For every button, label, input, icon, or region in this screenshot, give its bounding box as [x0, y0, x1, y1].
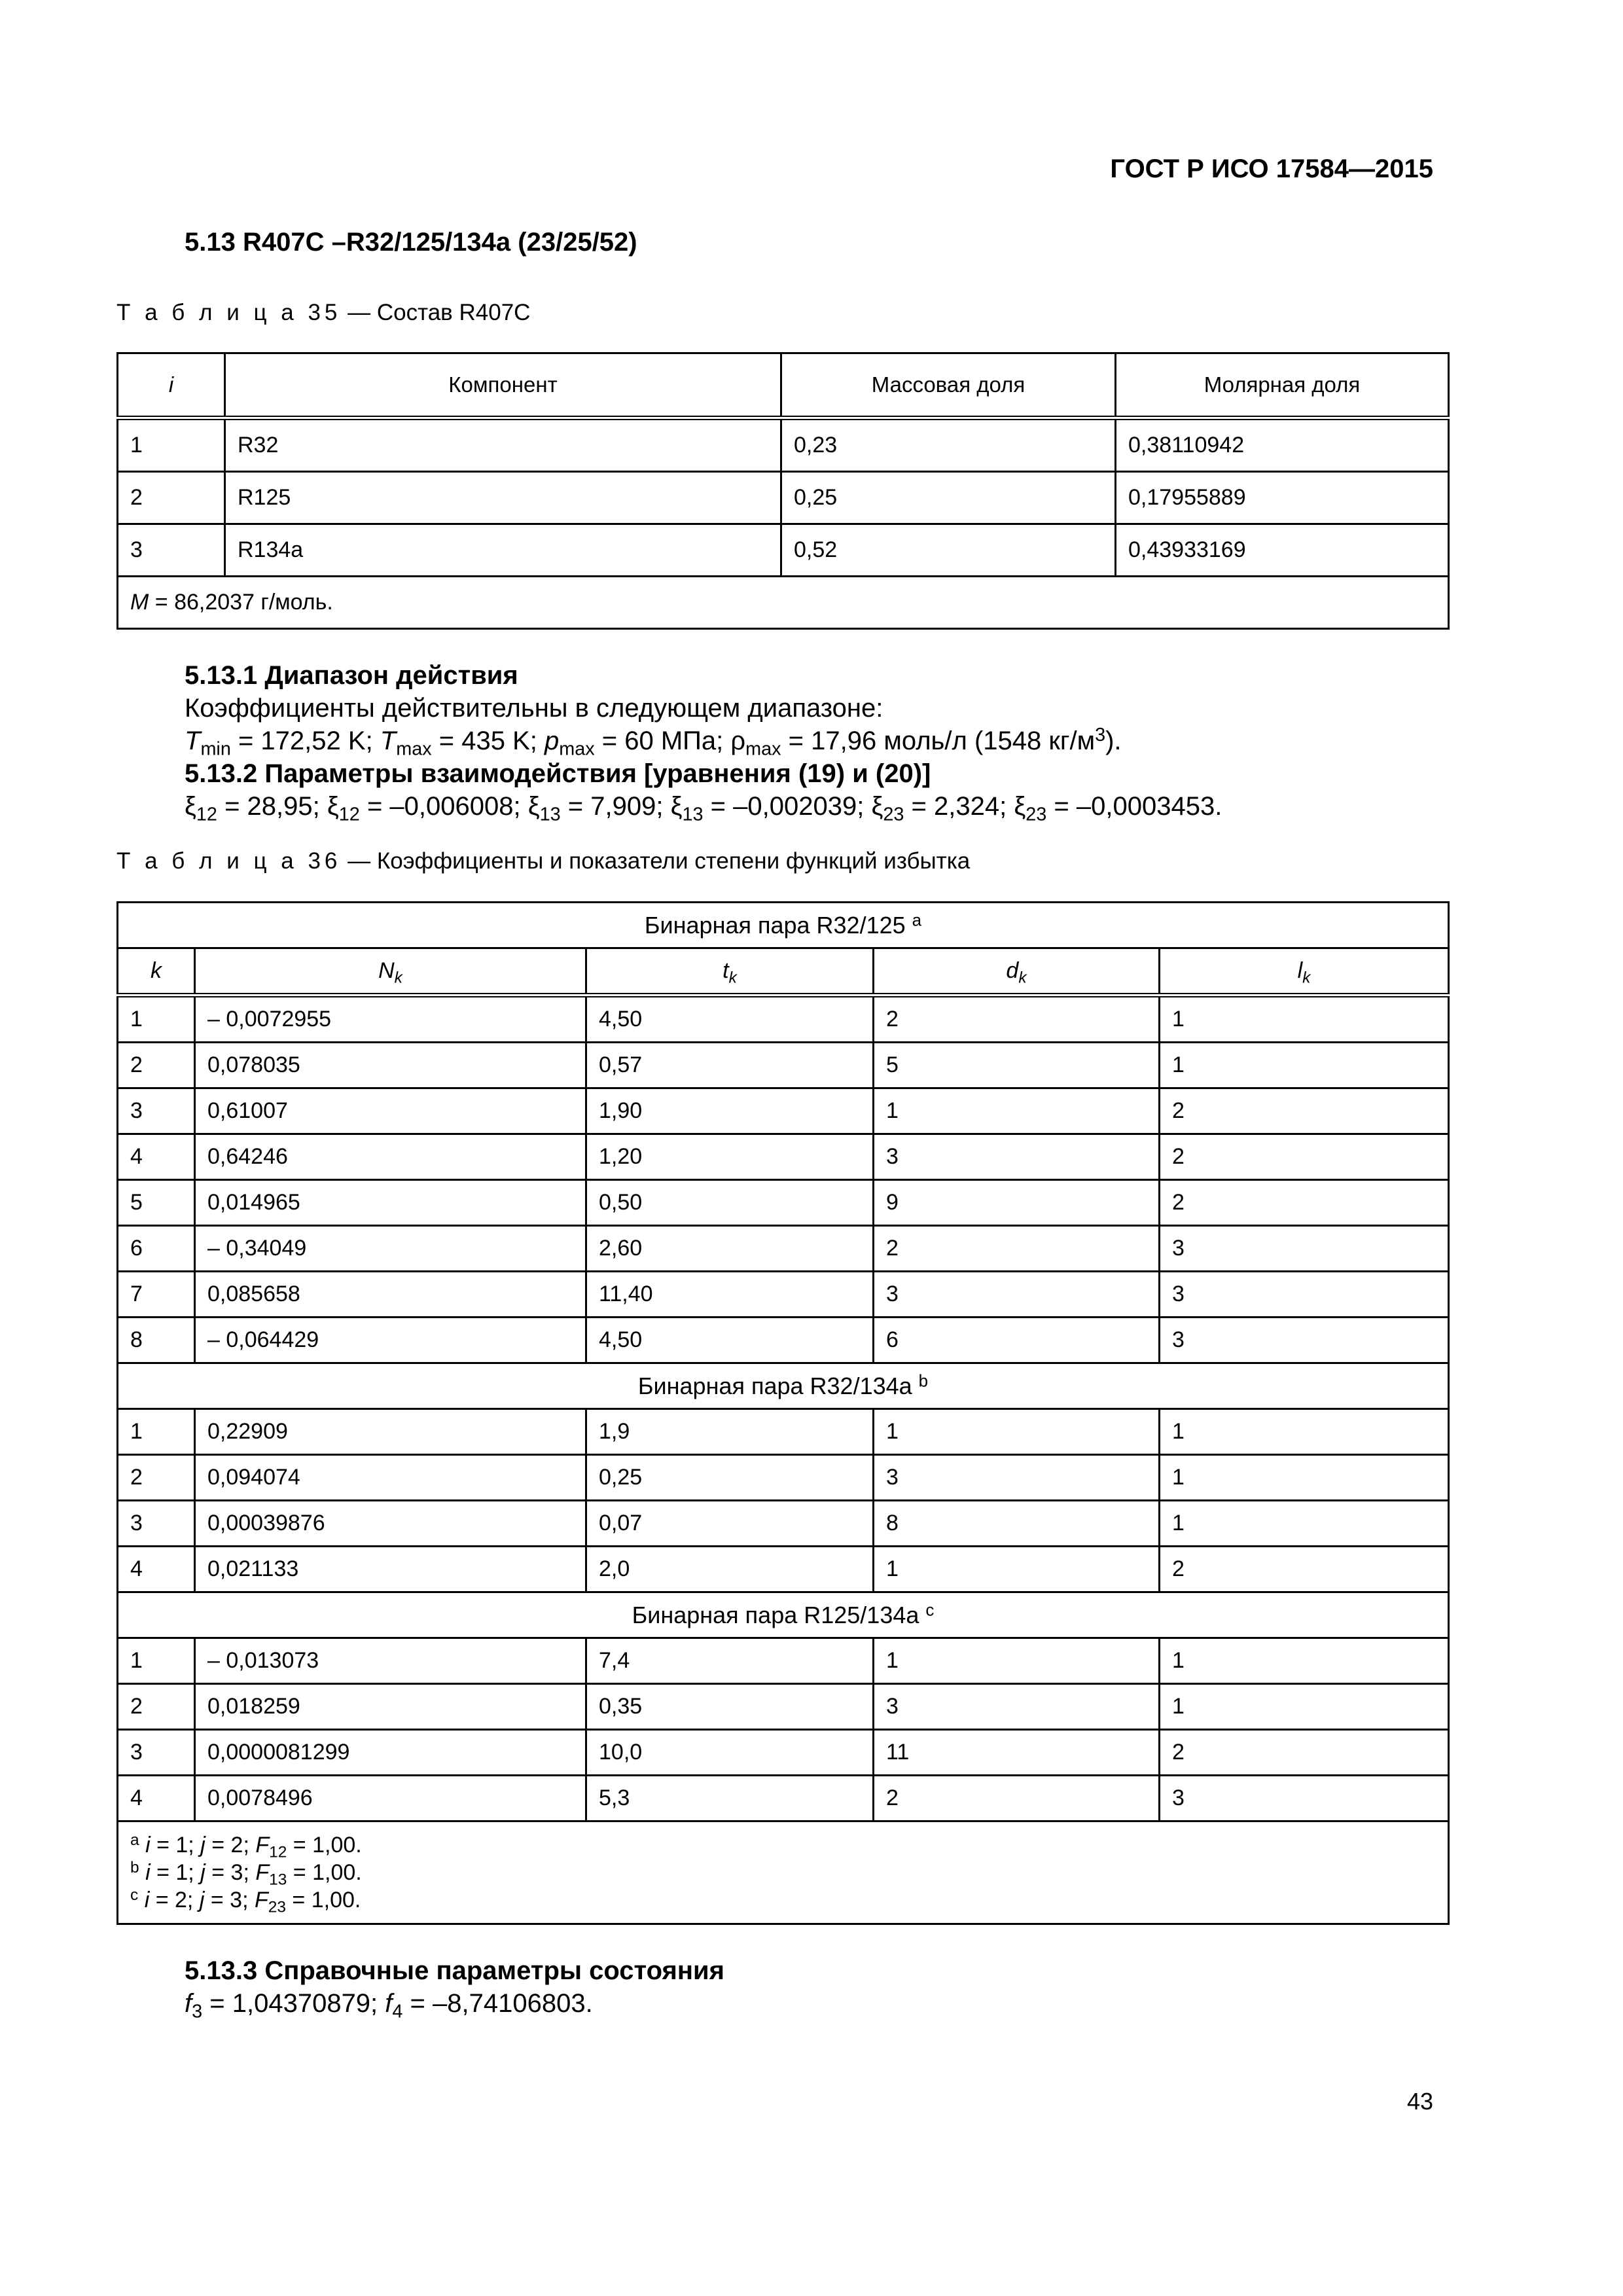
cell-l: 3 [1160, 1776, 1449, 1821]
cell-d: 9 [874, 1180, 1160, 1226]
col-header-mass: Массовая доля [781, 353, 1116, 418]
table-row [118, 1088, 1449, 1134]
table-row [118, 1226, 1449, 1272]
molar-mass-note: M = 86,2037 г/моль. [118, 577, 1449, 629]
section-5-13-3 [185, 1954, 724, 2020]
group-row [118, 1592, 1449, 1638]
col-header-t [586, 948, 874, 996]
cell-n: – 0,0072955 [195, 996, 586, 1043]
pair-name: Бинарная пара R32/134a [637, 1372, 912, 1399]
cell-t: 1,90 [586, 1088, 874, 1134]
d-symbol: d [1006, 958, 1019, 983]
cell-k: 4 [118, 1776, 195, 1821]
cell-n: 0,00039876 [195, 1501, 586, 1547]
footnote: $^b$ i = 1; j = 3; $F_{13} = 1,00$. [130, 1858, 362, 1889]
cell-d: 6 [874, 1318, 1160, 1363]
k-subscript: k [1018, 969, 1027, 987]
cell-d: 1 [874, 1409, 1160, 1455]
cell-t: 1,20 [586, 1134, 874, 1180]
table-row [118, 472, 1449, 524]
footnote-mark: a [130, 1831, 139, 1849]
table-row [118, 1180, 1449, 1226]
pair-name: Бинарная пара R125/134a [632, 1601, 919, 1628]
cell-n: 0,014965 [195, 1180, 586, 1226]
cell-n: 0,0000081299 [195, 1730, 586, 1776]
cell-i: 1 [118, 418, 225, 472]
table-row [118, 1638, 1449, 1684]
cell-n: 0,085658 [195, 1272, 586, 1318]
cell-n: – 0,34049 [195, 1226, 586, 1272]
t-symbol: t [722, 958, 729, 983]
interaction-parameters: $\xi_{12} = 28,95$; $\xi_{12} = -0,006008$; $\xi_{13} = 7,909$; $\xi_{13} = -0,002039$; $\xi_{23} = 2,324$; $\xi_{23} = -0,0003453$. [185, 792, 1222, 825]
cell-l: 1 [1160, 1409, 1449, 1455]
table-row [118, 1547, 1449, 1592]
col-header-d [874, 948, 1160, 996]
cell-d: 2 [874, 1226, 1160, 1272]
k-subscript: k [728, 969, 737, 987]
cell-k: 5 [118, 1180, 195, 1226]
cell-component: R125 [225, 472, 781, 524]
footnote-mark: a [912, 910, 922, 929]
cell-n: 0,078035 [195, 1043, 586, 1088]
cell-t: 10,0 [586, 1730, 874, 1776]
cell-t: 4,50 [586, 1318, 874, 1363]
footnote-i: 2 [175, 1888, 187, 1912]
section-5-13-1 [185, 659, 1222, 823]
cell-molar: 0,43933169 [1116, 524, 1449, 577]
table36-caption-text: — Коэффициенты и показатели степени функций избытка [341, 848, 971, 874]
cell-k: 4 [118, 1134, 195, 1180]
cell-n: 0,094074 [195, 1455, 586, 1501]
group-row [118, 903, 1449, 948]
cell-n: 0,018259 [195, 1684, 586, 1730]
cell-d: 3 [874, 1455, 1160, 1501]
cell-k: 7 [118, 1272, 195, 1318]
subsection-title-reference: 5.13.3 Справочные параметры состояния [185, 1956, 724, 1985]
binary-pair-title [118, 1363, 1449, 1409]
cell-n: 0,61007 [195, 1088, 586, 1134]
cell-d: 3 [874, 1134, 1160, 1180]
cell-t: 2,0 [586, 1547, 874, 1592]
col-header-i: i [118, 353, 225, 418]
column-header-row [118, 948, 1449, 996]
footnote-j: 2 [230, 1833, 243, 1857]
table-row [118, 1684, 1449, 1730]
table-row [118, 1134, 1449, 1180]
n-symbol: N [378, 958, 395, 983]
cell-d: 5 [874, 1043, 1160, 1088]
footnote: $^c$ i = 2; j = 3; $F_{23} = 1,00$. [130, 1886, 361, 1916]
table35-caption-text: — Состав R407C [341, 300, 531, 325]
footnote: $^a$ i = 1; j = 2; $F_{12} = 1,00$. [130, 1831, 362, 1861]
cell-k: 1 [118, 996, 195, 1043]
footnotes-row [118, 1821, 1449, 1924]
document-header: ГОСТ Р ИСО 17584—2015 [1110, 154, 1433, 183]
cell-l: 2 [1160, 1088, 1449, 1134]
cell-l: 1 [1160, 1501, 1449, 1547]
l-symbol: l [1297, 958, 1303, 983]
cell-l: 1 [1160, 1684, 1449, 1730]
cell-n: 0,021133 [195, 1547, 586, 1592]
footnote-i: 1 [175, 1860, 188, 1885]
group-row [118, 1363, 1449, 1409]
footnote-j: 3 [230, 1860, 243, 1885]
col-header-k [118, 948, 195, 996]
composition-table [116, 352, 1450, 630]
footnote-mark: b [130, 1858, 139, 1876]
cell-t: 2,60 [586, 1226, 874, 1272]
footnote-j: 3 [230, 1888, 243, 1912]
table36-caption-prefix: Т а б л и ц а 36 [116, 848, 342, 874]
reference-parameters: $f_3 = 1,04370879$; $f_4 = -8,74106803$. [185, 1989, 593, 2022]
footnote-f-val: = 1,00. [287, 1860, 362, 1885]
table-row [118, 1501, 1449, 1547]
cell-d: 1 [874, 1547, 1160, 1592]
cell-k: 2 [118, 1043, 195, 1088]
k-subscript: k [394, 969, 402, 987]
cell-k: 1 [118, 1409, 195, 1455]
table-row [118, 996, 1449, 1043]
table-row [118, 1455, 1449, 1501]
cell-l: 2 [1160, 1730, 1449, 1776]
cell-k: 2 [118, 1455, 195, 1501]
cell-t: 0,25 [586, 1455, 874, 1501]
cell-l: 1 [1160, 996, 1449, 1043]
subsection-title-interaction: 5.13.2 Параметры взаимодействия [уравнения (19) и (20)] [185, 759, 931, 788]
cell-t: 0,07 [586, 1501, 874, 1547]
cell-d: 8 [874, 1501, 1160, 1547]
cell-l: 1 [1160, 1043, 1449, 1088]
table-row [118, 1409, 1449, 1455]
cell-k: 2 [118, 1684, 195, 1730]
section-title: 5.13 R407C –R32/125/134a (23/25/52) [185, 228, 637, 257]
cell-k: 8 [118, 1318, 195, 1363]
footnote-f-sub: 13 [269, 1871, 287, 1889]
footnote-mark: b [918, 1371, 929, 1390]
binary-pair-title [118, 903, 1449, 948]
cell-t: 4,50 [586, 996, 874, 1043]
cell-n: 0,64246 [195, 1134, 586, 1180]
table-footnotes [118, 1821, 1449, 1924]
cell-k: 3 [118, 1501, 195, 1547]
cell-molar: 0,38110942 [1116, 418, 1449, 472]
footnote-mark: c [925, 1600, 935, 1619]
cell-t: 1,9 [586, 1409, 874, 1455]
subscript-k [1302, 969, 1310, 986]
col-header-n [195, 948, 586, 996]
cell-t: 0,35 [586, 1684, 874, 1730]
table-row [118, 1318, 1449, 1363]
cell-l: 1 [1160, 1638, 1449, 1684]
k-symbol: k [151, 958, 162, 983]
coefficients-table [116, 901, 1450, 1925]
cell-d: 3 [874, 1272, 1160, 1318]
cell-l: 3 [1160, 1318, 1449, 1363]
cell-t: 0,50 [586, 1180, 874, 1226]
range-values: $T_{min} = 172,52$ K; $T_{max} = 435$ K; $p_{max} = 60$ МПа; $\rho_{max} = 17,96$ моль/л (1548 $кг/м^3$). [185, 725, 1122, 760]
cell-l: 1 [1160, 1455, 1449, 1501]
table-row [118, 1043, 1449, 1088]
cell-mass: 0,25 [781, 472, 1116, 524]
cell-d: 1 [874, 1638, 1160, 1684]
cell-l: 3 [1160, 1226, 1449, 1272]
pair-name: Бинарная пара R32/125 [644, 911, 906, 939]
table-row [118, 1272, 1449, 1318]
cell-mass: 0,23 [781, 418, 1116, 472]
subscript-k [1018, 969, 1026, 986]
table-row [118, 1730, 1449, 1776]
cell-d: 11 [874, 1730, 1160, 1776]
cell-l: 2 [1160, 1180, 1449, 1226]
cell-d: 2 [874, 996, 1160, 1043]
cell-d: 2 [874, 1776, 1160, 1821]
subsection-title-range: 5.13.1 Диапазон действия [185, 661, 518, 690]
cell-i: 2 [118, 472, 225, 524]
cell-component: R32 [225, 418, 781, 472]
cell-k: 6 [118, 1226, 195, 1272]
footnote-f-val: = 1,00. [287, 1833, 362, 1857]
cell-k: 1 [118, 1638, 195, 1684]
cell-k: 3 [118, 1730, 195, 1776]
page-number: 43 [1406, 2088, 1433, 2115]
table-row [118, 418, 1449, 472]
cell-mass: 0,52 [781, 524, 1116, 577]
subscript-k [395, 969, 402, 986]
cell-k: 4 [118, 1547, 195, 1592]
cell-l: 3 [1160, 1272, 1449, 1318]
cell-d: 3 [874, 1684, 1160, 1730]
cell-t: 0,57 [586, 1043, 874, 1088]
cell-component: R134a [225, 524, 781, 577]
cell-n: 0,0078496 [195, 1776, 586, 1821]
footnote-f-val: = 1,00. [285, 1888, 361, 1912]
binary-pair-title [118, 1592, 1449, 1638]
table35-caption [116, 300, 530, 326]
footnote-mark: c [130, 1886, 139, 1904]
col-header-molar: Молярная доля [1116, 353, 1449, 418]
range-intro-text: Коэффициенты действительны в следующем диапазоне: [185, 694, 883, 723]
k-subscript: k [1302, 969, 1311, 987]
cell-l: 2 [1160, 1134, 1449, 1180]
cell-i: 3 [118, 524, 225, 577]
col-header-component: Компонент [225, 353, 781, 418]
table-row [118, 1776, 1449, 1821]
cell-t: 5,3 [586, 1776, 874, 1821]
cell-molar: 0,17955889 [1116, 472, 1449, 524]
footnote-i: 1 [175, 1833, 188, 1857]
cell-l: 2 [1160, 1547, 1449, 1592]
col-header-l [1160, 948, 1449, 996]
cell-t: 7,4 [586, 1638, 874, 1684]
table35-caption-prefix: Т а б л и ц а 35 [116, 300, 342, 325]
table-row [118, 524, 1449, 577]
subscript-k [729, 969, 737, 986]
footnote-f-sub: 23 [268, 1898, 286, 1916]
cell-k: 3 [118, 1088, 195, 1134]
cell-n: 0,22909 [195, 1409, 586, 1455]
footnote-f-sub: 12 [269, 1843, 287, 1861]
cell-n: – 0,013073 [195, 1638, 586, 1684]
cell-d: 1 [874, 1088, 1160, 1134]
cell-n: – 0,064429 [195, 1318, 586, 1363]
table36-caption [116, 848, 970, 874]
cell-t: 11,40 [586, 1272, 874, 1318]
